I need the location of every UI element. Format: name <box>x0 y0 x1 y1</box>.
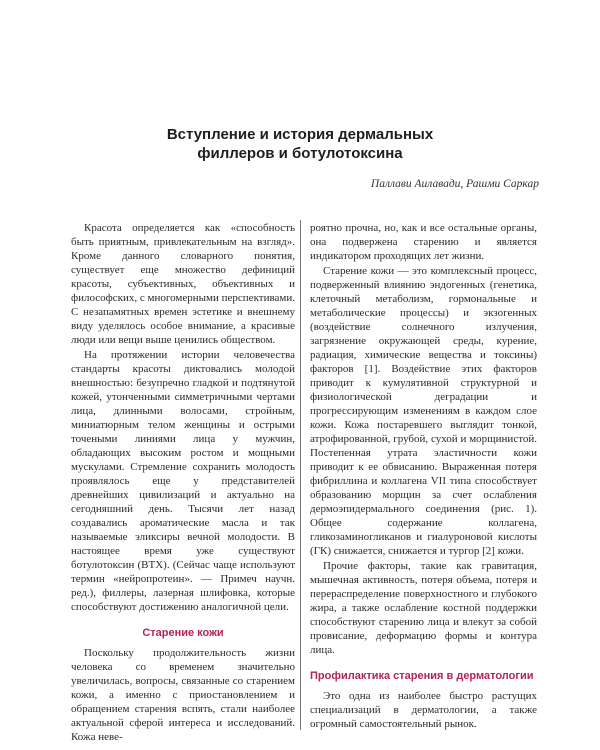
article-authors: Паллави Аилавади, Рашми Саркар <box>370 178 539 190</box>
left-column <box>71 221 295 744</box>
section-heading-skin-aging: Старение кожи <box>142 627 224 639</box>
section-heading-aging-prevention: Профилактика старения в дерматологии <box>310 670 534 682</box>
column-divider <box>300 220 301 730</box>
paragraph-beauty-history: На протяжении истории человечества стандарты красоты диктовались молодой внешностью: безупречно гладкой и подтянутой кожей, утонченными симметричными чертами лица, длинными волосами, стройным, миниатюрным телом женщины и острыми точеными линиями лица у мужчин, обладающих высоким ростом и мощными мускулами. Стремление сохранить молодость проявлялось еще у представителей древнейших цивилизаций и актуально на сегодняшний день. Тысячи лет назад создавались ароматические масла и так называемые эликсиры вечной молодости. В настоящее время уже существуют ботулотоксин (BTX). (Сейчас чаще используют термин «нейропротеин». — Примеч научн. ред.), филлеры, лазерная шлифовка, которые способствуют достижению аналогичной цели. <box>71 349 295 613</box>
paragraph-continuation: роятно прочна, но, как и все остальные органы, она подвержена старению и является индикатором проходящих лет жизни. <box>310 222 537 262</box>
paragraph-beauty-definition: Красота определяется как «способность быть приятным, привлекательным на взгляд». Кроме данного словарного понятия, существует еще множество дефиниций красоты, субъективных, объективных и философских, с многомерными перспективами. С незапамятных времен эстетике и внешнему виду уделялось особое внимание, а красивые люди или вещи выше ценились обществом. <box>71 222 295 346</box>
paragraph-other-factors: Прочие факторы, такие как гравитация, мышечная активность, потеря объема, потеря и перераспределение поверхностного и глубокого жира, а также ослабление костной поддержки способствуют старению лица и влекут за собой провисание, деформацию формы и контура лица. <box>310 560 537 656</box>
paragraph-specialization: Это одна из наиболее быстро растущих специализаций в дерматологии, а также огромный самостоятельный рынок. <box>310 690 537 730</box>
article-title <box>0 125 600 163</box>
right-column <box>310 221 537 731</box>
article-title-line-1: Вступление и история дермальных <box>166 126 434 143</box>
paragraph-aging-process: Старение кожи — это комплексный процесс, подверженный влиянию эндогенных (генетика, клеточный метаболизм, гормональные и метаболические процессы) и экзогенных (воздействие солнечного излучения, загрязнение окружающей среды, курение, радиация, химические вещества и токсины) факторов [1]. Воздействие этих факторов приводит к кумулятивной структурной и физиологической деградации и прогрессирующим изменениям в каждом слое кожи. Кожа постаревшего выглядит тонкой, атрофированной, грубой, сухой и морщинистой. Постепенная утрата эластичности кожи приводит к ее обвисанию. Выраженная потеря фибриллина и коллагена VII типа способствует образованию морщин за счет ослабления дермоэпидермального соединения (рис. 1). Общее содержание коллагена, гликозаминогликанов и гиалуроновой кислоты (ГК) снижается, снижается и тургор [2] кожи. <box>310 265 537 557</box>
article-title-line-2: филлеров и ботулотоксина <box>197 145 403 162</box>
paragraph-life-expectancy: Поскольку продолжительность жизни человека со временем значительно увеличилась, вопросы, связанные со старением кожи, а именно с приостановлением и обращением старения вспять, стали наиболее актуальной сферой интереса и исследований. Кожа неве- <box>71 647 295 743</box>
